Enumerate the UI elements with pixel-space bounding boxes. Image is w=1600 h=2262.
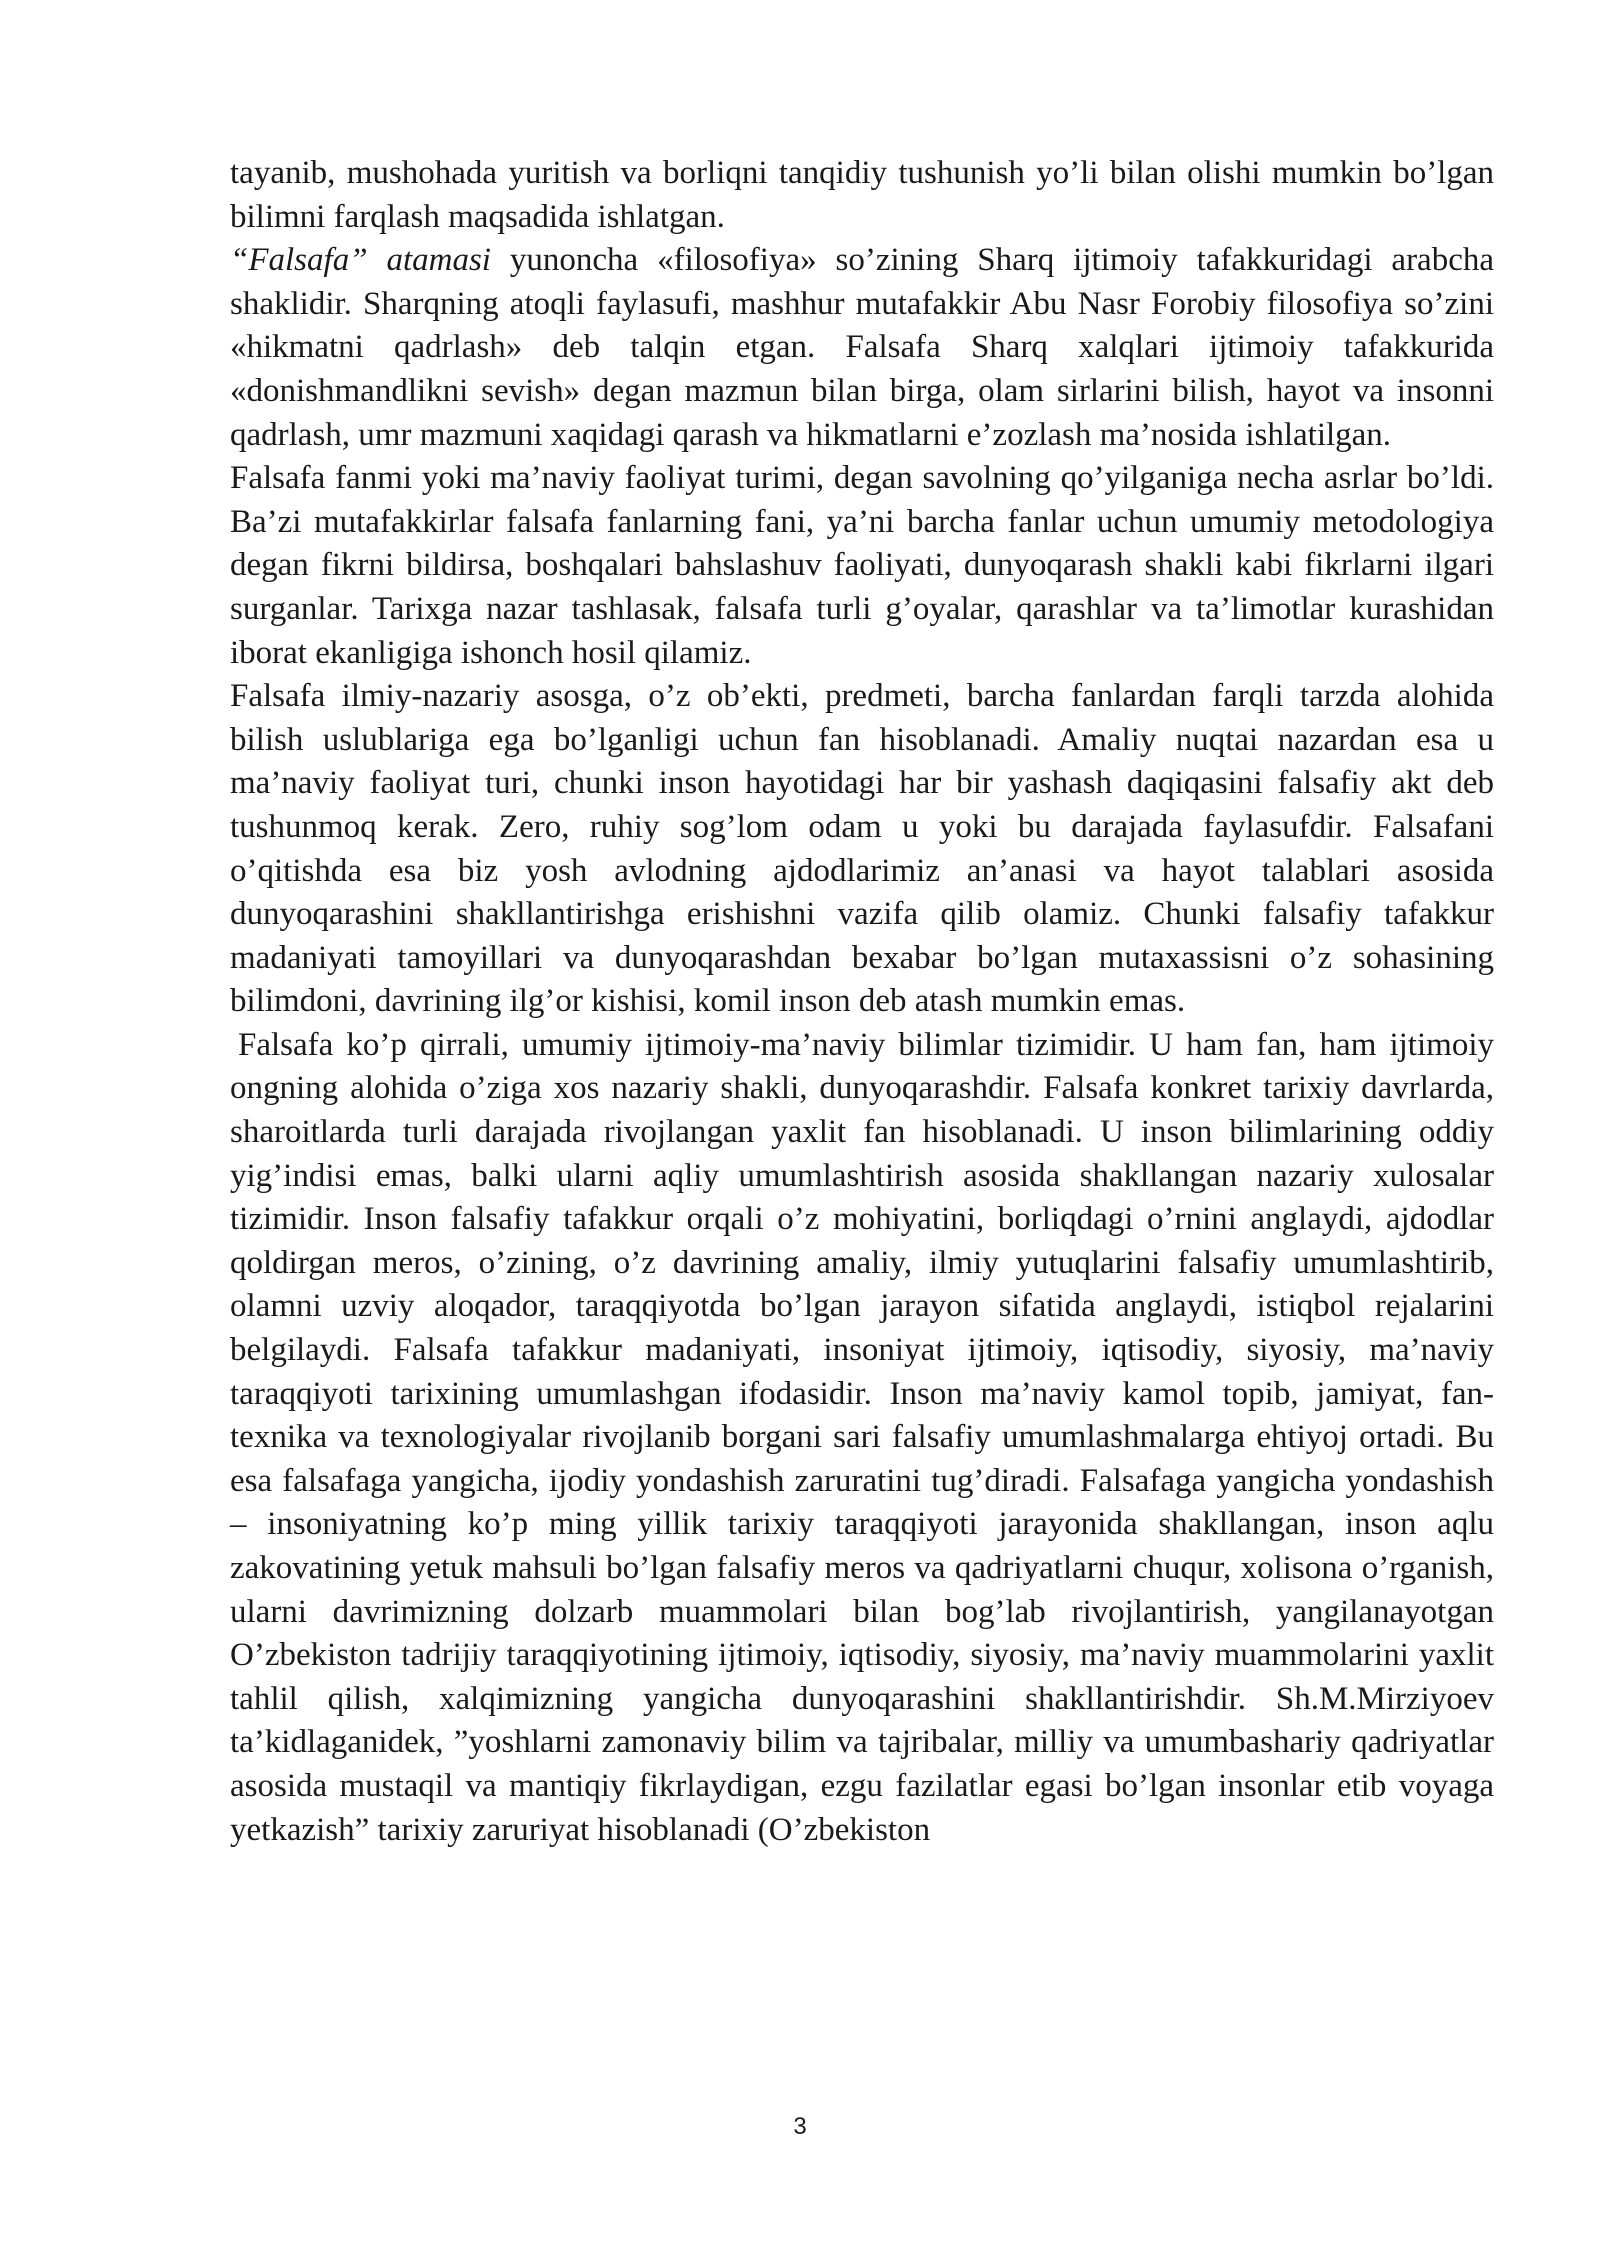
page-number: 3 bbox=[793, 2113, 807, 2140]
paragraph-1-text: tayanib, mushohada yuritish va borliqni tanqidiy tushunish yo’li bilan olishi mumkin bo’lgan bilimni farqlash maqsadida ishlatgan. bbox=[230, 155, 1494, 235]
paragraph-2 bbox=[230, 239, 1494, 457]
paragraph-3 bbox=[230, 457, 1494, 675]
paragraph-2-lead-italic: “Falsafa” atamasi bbox=[230, 242, 491, 279]
paragraph-5-text: Falsafa ko’p qirrali, umumiy ijtimoiy-ma’naviy bilimlar tizimidir. U ham fan, ham ijtimoiy ongning alohida o’ziga xos nazariy shakli, dunyoqarashdir. Falsafa konkret tarixiy davrlarda, sharoitlarda turli darajada rivojlangan yaxlit fan hisoblanadi. U inson bilimlarining oddiy yig’indisi emas, balki ularni aqliy umumlashtirish asosida shakllangan nazariy xulosalar tizimidir. Inson falsafiy tafakkur orqali o’z mohiyatini, borliqdagi o’rnini anglaydi, ajdodlar qoldirgan meros, o’zining, o’z davrining amaliy, ilmiy yutuqlarini falsafiy umumlashtirib, olamni uzviy aloqador, taraqqiyotda bo’lgan jarayon sifatida anglaydi, istiqbol rejalarini belgilaydi. Falsafa tafakkur madaniyati, insoniyat ijtimoiy, iqtisodiy, siyosiy, ma’naviy taraqqiyoti tarixining umumlashgan ifodasidir. Inson ma’naviy kamol topib, jamiyat, fan-texnika va texnologiyalar rivojlanib borgani sari falsafiy umumlashmalarga ehtiyoj ortadi. Bu esa falsafaga yangicha, ijodiy yondashish zaruratini tug’diradi. Falsafaga yangicha yondashish – insoniyatning ko’p ming yillik tarixiy taraqqiyoti jarayonida shakllangan, inson aqlu zakovatining yetuk mahsuli bo’lgan falsafiy meros va qadriyatlarni chuqur, xolisona o’rganish, ularni davrimizning dolzarb muammolari bilan bog’lab rivojlantirish, yangilanayotgan O’zbekiston tadrijiy taraqqiyotining ijtimoiy, iqtisodiy, siyosiy, ma’naviy muammolarini yaxlit tahlil qilish, xalqimizning yangicha dunyoqarashini shakllantirishdir. Sh.M.Mirziyoev ta’kidlaganidek, ”yoshlarni zamonaviy bilim va tajribalar, milliy va umumbashariy qadriyatlar asosida mustaqil va mantiqiy fikrlaydigan, ezgu fazilatlar egasi bo’lgan insonlar etib voyaga yetkazish” tarixiy zaruriyat hisoblanadi (O’zbekiston bbox=[230, 1026, 1494, 1848]
paragraph-4-text: Falsafa ilmiy-nazariy asosga, o’z ob’ekti, predmeti, barcha fanlardan farqli tarzda alohida bilish uslublariga ega bo’lganligi uchun fan hisoblanadi. Amaliy nuqtai nazardan esa u ma’naviy faoliyat turi, chunki inson hayotidagi har bir yashash daqiqasini falsafiy akt deb tushunmoq kerak. Zero, ruhiy sog’lom odam u yoki bu darajada faylasufdir. Falsafani o’qitishda esa biz yosh avlodning ajdodlarimiz an’anasi va hayot talablari asosida dunyoqarashini shakllantirishga erishishni vazifa qilib olamiz. Chunki falsafiy tafakkur madaniyati tamoyillari va dunyoqarashdan bexabar bo’lgan mutaxassisni o’z sohasining bilimdoni, davrining ilg’or kishisi, komil inson deb atash mumkin emas. bbox=[230, 678, 1494, 1020]
paragraph-1 bbox=[230, 152, 1494, 239]
paragraph-3-text: Falsafa fanmi yoki ma’naviy faoliyat turimi, degan savolning qo’yilganiga necha asrlar bo’ldi. Ba’zi mutafakkirlar falsafa fanlarning fani, ya’ni barcha fanlar uchun umumiy metodologiya degan fikrni bildirsa, boshqalari bahslashuv faoliyati, dunyoqarash shakli kabi fikrlarni ilgari surganlar. Tarixga nazar tashlasak, falsafa turli g’oyalar, qarashlar va ta’limotlar kurashidan iborat ekanligiga ishonch hosil qilamiz. bbox=[230, 460, 1494, 671]
document-body bbox=[230, 152, 1494, 1852]
paragraph-2-text: yunoncha «filosofiya» so’zining Sharq ijtimoiy tafakkuridagi arabcha shaklidir. Sharqning atoqli faylasufi, mashhur mutafakkir Abu Nasr Forobiy filosofiya so’zini «hikmatni qadrlash» deb talqin etgan. Falsafa Sharq xalqlari ijtimoiy tafakkurida «donishmandlikni sevish» degan mazmun bilan birga, olam sirlarini bilish, hayot va insonni qadrlash, umr mazmuni xaqidagi qarash va hikmatlarni e’zozlash ma’nosida ishlatilgan. bbox=[230, 242, 1494, 453]
paragraph-4 bbox=[230, 675, 1494, 1024]
paragraph-5 bbox=[230, 1024, 1494, 1852]
